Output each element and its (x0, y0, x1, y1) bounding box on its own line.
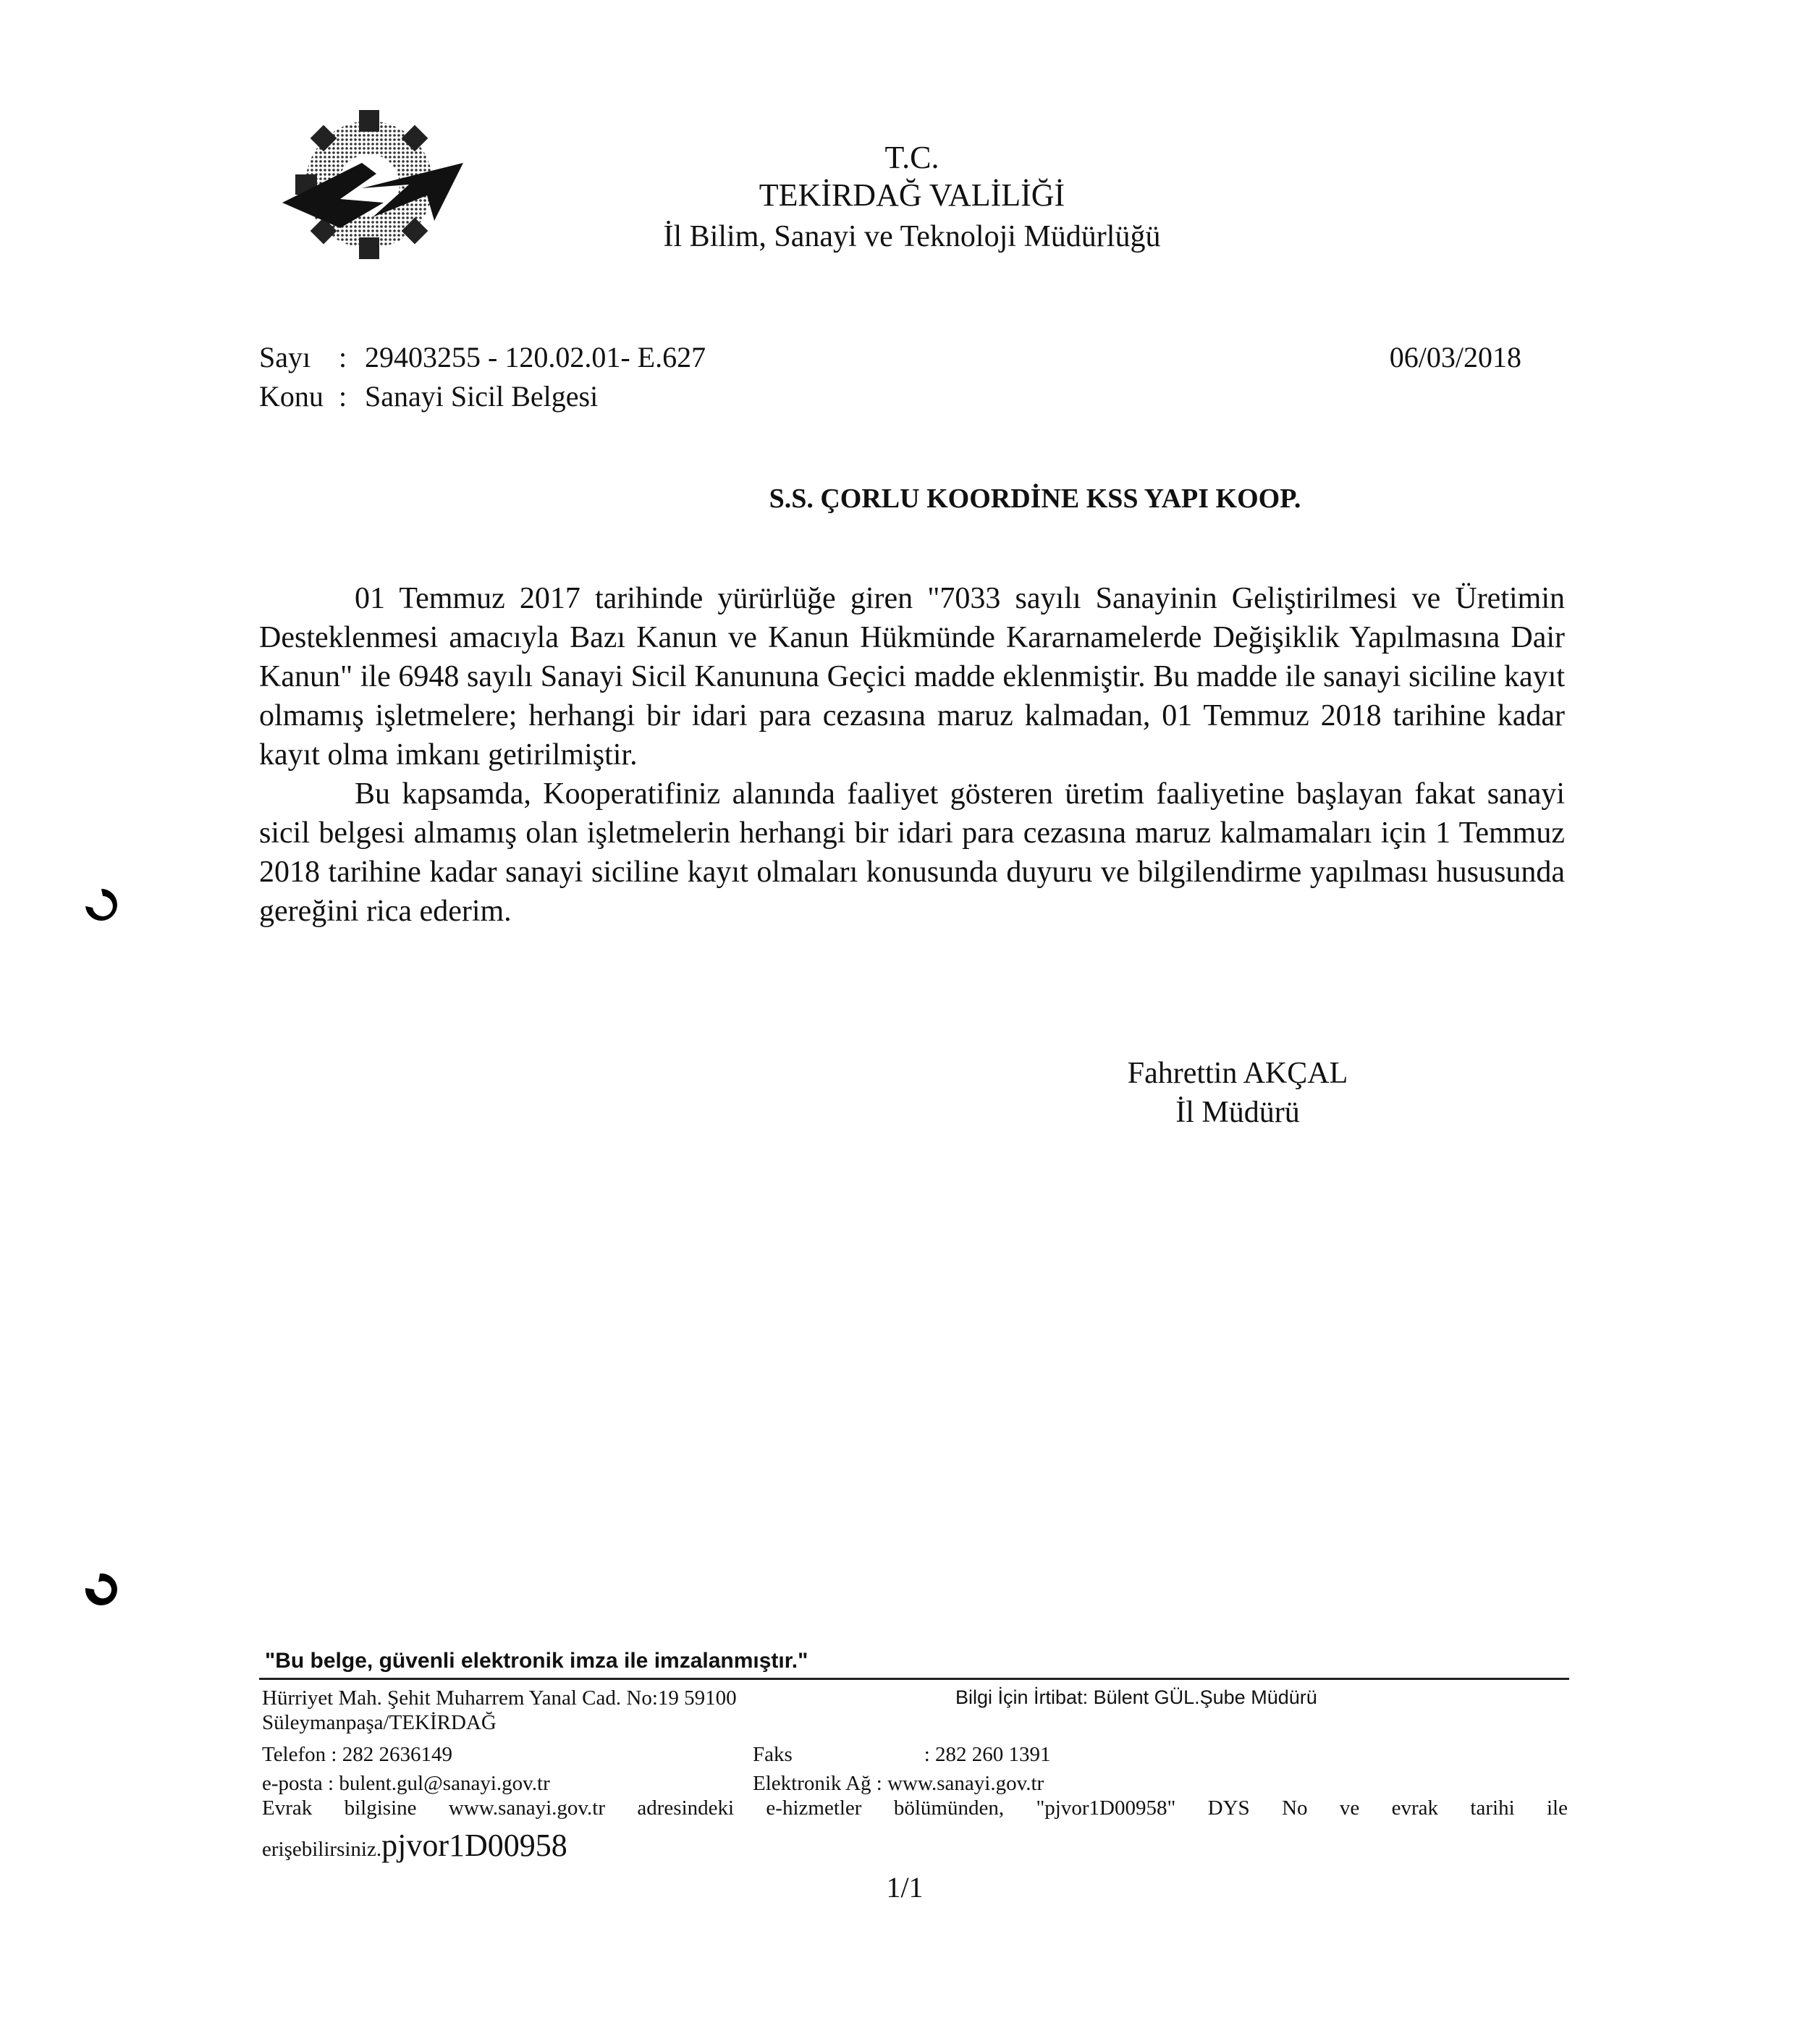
footer-email: e-posta : bulent.gul@sanayi.gov.tr (262, 1772, 550, 1795)
header-governorship: TEKİRDAĞ VALİLİĞİ (759, 177, 1065, 213)
fax-label: Faks (753, 1743, 793, 1766)
footer-contact-info: Bilgi İçin İrtibat: Bülent GÜL.Şube Müdürü (955, 1686, 1317, 1708)
phone-label: Telefon (262, 1743, 326, 1766)
document-number: Sayı : 29403255 - 120.02.01- E.627 (259, 341, 706, 373)
footer-city: Süleymanpaşa/TEKİRDAĞ (262, 1711, 497, 1734)
web-value[interactable]: www.sanayi.gov.tr (887, 1772, 1044, 1795)
body-paragraph-2: Bu kapsamda, Kooperatifiniz alanında faaliyet gösteren üretim faaliyetine başlayan fakat sanayi sicil belgesi almamış olan işletmelerin herhangi bir idari para cezasına maruz kalmamaları için 1 Temmuz 2018 tarihine kadar sanayi siciline kayıt olmaları konusunda duyuru ve bilgilendirme yapılması hususunda gereğini rica ederim. (259, 777, 1565, 928)
fax-value: 282 260 1391 (935, 1743, 1051, 1766)
footer-access (262, 1830, 567, 1862)
document-date: 06/03/2018 (1389, 341, 1521, 373)
document-subject: Konu : Sanayi Sicil Belgesi (259, 380, 599, 413)
signer-name: Fahrettin AKÇAL (1127, 1057, 1348, 1090)
header-tc: T.C. (884, 140, 939, 175)
subject-value: Sanayi Sicil Belgesi (365, 380, 599, 413)
ministry-logo (253, 94, 478, 275)
page-number: 1/1 (886, 1871, 924, 1904)
punch-hole (81, 884, 122, 925)
body-paragraph-1: 01 Temmuz 2017 tarihinde yürürlüğe giren "7033 sayılı Sanayinin Geliştirilmesi ve Üretimin Desteklenmesi amacıyla Bazı Kanun ve Kanun Hükmünde Kararnamelerde Değişiklik Yapılmasına Dair Kanun" ile 6948 sayılı Sanayi Sicil Kanununa Geçici madde eklenmiştir. Bu madde ile sanayi siciline kayıt olmamış işletmelere; herhangi bir idari para cezasına maruz kalmadan, 01 Temmuz 2018 tarihine kadar kayıt olma imkanı getirilmiştir. (259, 582, 1565, 772)
footer-address: Hürriyet Mah. Şehit Muharrem Yanal Cad. No:19 59100 (262, 1686, 737, 1710)
footer-phone: Telefon : 282 2636149 (262, 1743, 452, 1766)
web-label: Elektronik Ağ (753, 1772, 871, 1795)
number-label: Sayı (259, 341, 311, 373)
footer-website: Elektronik Ağ : www.sanayi.gov.tr (753, 1772, 1044, 1795)
recipient: S.S. ÇORLU KOORDİNE KSS YAPI KOOP. (769, 483, 1301, 514)
signer-title: İl Müdürü (1175, 1096, 1300, 1129)
number-value: 29403255 - 120.02.01- E.627 (365, 341, 706, 373)
email-value[interactable]: bulent.gul@sanayi.gov.tr (339, 1772, 550, 1795)
subject-label: Konu (259, 380, 324, 413)
esign-note: "Bu belge, güvenli elektronik imza ile imzalanmıştır." (265, 1649, 808, 1673)
access-text: erişebilirsiniz. (262, 1838, 382, 1861)
punch-hole (81, 1569, 122, 1610)
email-label: e-posta (262, 1772, 323, 1795)
footer-divider (259, 1678, 1569, 1680)
footer-document-info: Evrak bilgisine www.sanayi.gov.tr adresindeki e-hizmetler bölümünden, "pjvor1D00958" DYS No ve evrak tarihi ile (262, 1796, 1568, 1820)
header-directorate: İl Bilim, Sanayi ve Teknoloji Müdürlüğü (663, 220, 1161, 253)
phone-value: 282 2636149 (342, 1743, 452, 1766)
footer-fax: Faks : 282 260 1391 (753, 1743, 1051, 1766)
access-code: pjvor1D00958 (381, 1828, 567, 1863)
